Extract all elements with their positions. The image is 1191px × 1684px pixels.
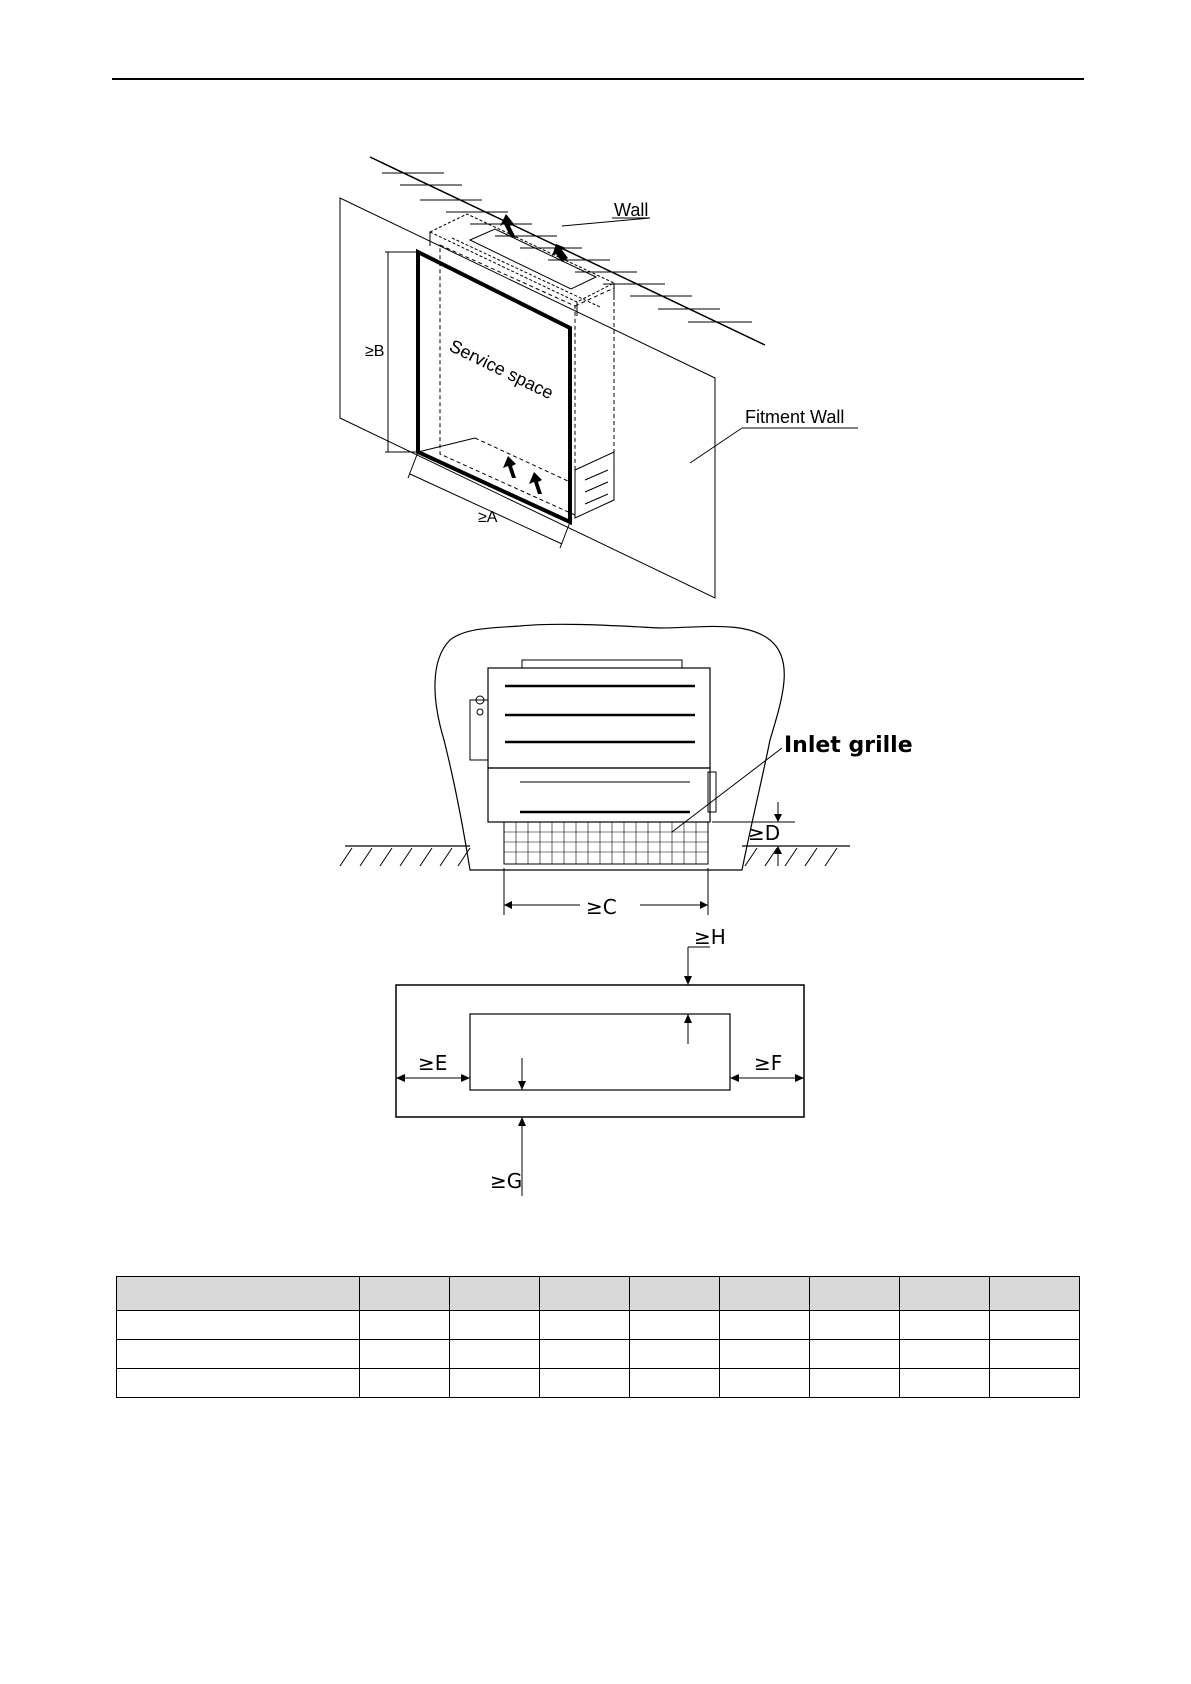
table-cell [810,1311,900,1340]
table-cell [630,1369,720,1398]
table-header-cell [810,1277,900,1311]
table-cell [450,1311,540,1340]
table-header-cell [540,1277,630,1311]
table-cell [900,1369,990,1398]
table-cell [900,1311,990,1340]
table-cell [360,1311,450,1340]
table-header-row [117,1277,1080,1311]
table-cell [360,1340,450,1369]
dim-c-label: ≥C [586,895,617,919]
table-header-cell [990,1277,1080,1311]
table-cell [810,1340,900,1369]
clearance-table [116,1276,1080,1398]
table-header-cell [117,1277,360,1311]
table-cell [900,1340,990,1369]
table-cell [360,1369,450,1398]
table-cell [117,1311,360,1340]
dim-a-label: ≥A [478,509,498,526]
dim-b-label: ≥B [365,343,385,360]
table-cell [450,1369,540,1398]
table-header-cell [360,1277,450,1311]
inlet-grille-label: Inlet grille [784,733,913,758]
table-header-cell [900,1277,990,1311]
table-header-cell [630,1277,720,1311]
table-cell [540,1340,630,1369]
wall-label: Wall [614,200,649,220]
figure-service-space [340,157,858,598]
figure-front-view [340,624,850,915]
table-cell [990,1369,1080,1398]
table-cell [540,1311,630,1340]
airflow-arrows [500,214,568,494]
table-header-cell [450,1277,540,1311]
dim-g-label: ≥G [490,1169,523,1193]
figure-plan-view [396,947,804,1196]
dim-h-label: ≥H [694,925,726,949]
table-cell [720,1369,810,1398]
table-cell [117,1369,360,1398]
table-cell [990,1311,1080,1340]
table-row [117,1369,1080,1398]
fitment-wall-label: Fitment Wall [745,407,845,427]
dim-arrows-fig3 [396,976,804,1126]
table-cell [720,1311,810,1340]
table-row [117,1340,1080,1369]
table-cell [810,1369,900,1398]
table-cell [630,1311,720,1340]
floor-hatch [340,848,837,866]
dim-f-label: ≥F [754,1051,783,1075]
ceiling-hatch [382,173,752,322]
dim-d-label: ≥D [748,821,781,845]
table-cell [450,1340,540,1369]
table-cell [540,1369,630,1398]
dim-arrows-fig2 [504,814,782,909]
table-cell [720,1340,810,1369]
table-row [117,1311,1080,1340]
table-header-cell [720,1277,810,1311]
table-cell [990,1340,1080,1369]
table-cell [630,1340,720,1369]
service-space-label: Service space [446,335,557,404]
dim-e-label: ≥E [418,1051,448,1075]
table-cell [117,1340,360,1369]
